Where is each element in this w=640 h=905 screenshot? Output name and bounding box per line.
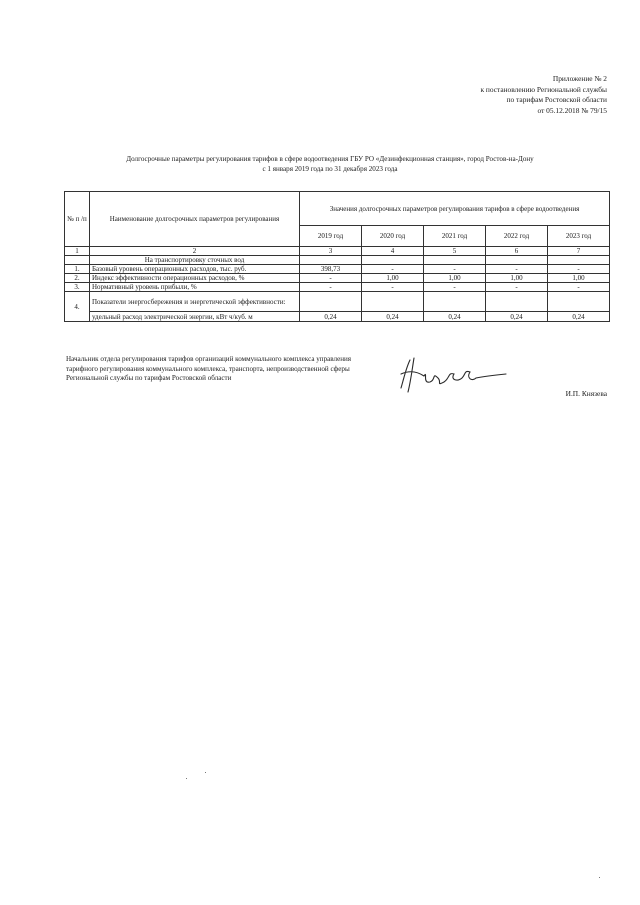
table-row: [65, 265, 610, 274]
col-number: 2: [90, 247, 300, 256]
header-num: № п /п: [65, 192, 90, 247]
section-row: [65, 256, 610, 265]
row-num: 4.: [65, 292, 90, 322]
header-values-group: Значения долгосрочных параметров регулирования тарифов в сфере водоотведения: [300, 192, 610, 226]
row-value: -: [486, 265, 548, 274]
row-value: -: [424, 283, 486, 292]
row-value: 1,00: [486, 274, 548, 283]
col-number: 1: [65, 247, 90, 256]
title-line-1: Долгосрочные параметры регулирования тарифов в сфере водоотведения ГБУ РО «Дезинфекционная станция», город Ростов-на-Дону: [126, 155, 534, 163]
parameters-table: [64, 191, 610, 322]
row-value: 0,24: [548, 312, 610, 322]
row-sub-name: удельный расход электрической энергии, кВт ч/куб. м: [90, 312, 300, 322]
table-row: [65, 274, 610, 283]
col-number: 4: [362, 247, 424, 256]
row-value: 398,73: [300, 265, 362, 274]
row-num: 1.: [65, 265, 90, 274]
signer-name: И.П. Князева: [565, 389, 607, 398]
row-num: 2.: [65, 274, 90, 283]
row-value: 1,00: [362, 274, 424, 283]
document-title: [60, 154, 600, 174]
table-row: [65, 312, 610, 322]
col-number: 3: [300, 247, 362, 256]
col-number: 6: [486, 247, 548, 256]
row-value: -: [300, 274, 362, 283]
col-number: 7: [548, 247, 610, 256]
row-value: -: [548, 283, 610, 292]
scan-speck: [186, 778, 187, 779]
row-value: 1,00: [424, 274, 486, 283]
row-value: -: [362, 283, 424, 292]
row-value: -: [486, 283, 548, 292]
header-year: 2020 год: [362, 226, 424, 247]
appendix-decree: к постановлению Региональной службы: [480, 84, 607, 94]
scan-speck: [599, 877, 600, 878]
row-name: Показатели энергосбережения и энергетической эффективности:: [90, 292, 300, 312]
table-row: [65, 292, 610, 312]
table-row: [65, 283, 610, 292]
row-num: 3.: [65, 283, 90, 292]
row-value: 0,24: [300, 312, 362, 322]
row-value: -: [548, 265, 610, 274]
row-value: 0,24: [362, 312, 424, 322]
header-year: 2023 год: [548, 226, 610, 247]
appendix-date: от 05.12.2018 № 79/15: [537, 105, 607, 115]
row-value: -: [424, 265, 486, 274]
title-line-2: с 1 января 2019 года по 31 декабря 2023 года: [262, 165, 398, 173]
header-year: 2022 год: [486, 226, 548, 247]
header-year: 2019 год: [300, 226, 362, 247]
signer-position: Начальник отдела регулирования тарифов организаций коммунального комплекса управления тарифного регулирования коммунального комплекса, транспорта, непроизводственной сферы Региональной службы по тарифам Ростовской области: [66, 355, 352, 383]
row-name: Базовый уровень операционных расходов, тыс. руб.: [90, 265, 300, 274]
row-name: Нормативный уровень прибыли, %: [90, 283, 300, 292]
column-numbers-row: [65, 247, 610, 256]
col-number: 5: [424, 247, 486, 256]
row-value: -: [300, 283, 362, 292]
header-param-name: Наименование долгосрочных параметров регулирования: [90, 192, 300, 247]
appendix-label: Приложение № 2: [552, 74, 607, 83]
appendix-header: [480, 74, 607, 116]
header-year: 2021 год: [424, 226, 486, 247]
scan-speck: [205, 772, 206, 773]
appendix-agency: по тарифам Ростовской области: [506, 95, 607, 105]
section-title: На транспортировку сточных вод: [90, 256, 300, 265]
row-value: 1,00: [548, 274, 610, 283]
handwritten-signature: [392, 352, 517, 398]
row-name: Индекс эффективности операционных расходов, %: [90, 274, 300, 283]
row-value: -: [362, 265, 424, 274]
row-value: 0,24: [486, 312, 548, 322]
row-value: 0,24: [424, 312, 486, 322]
